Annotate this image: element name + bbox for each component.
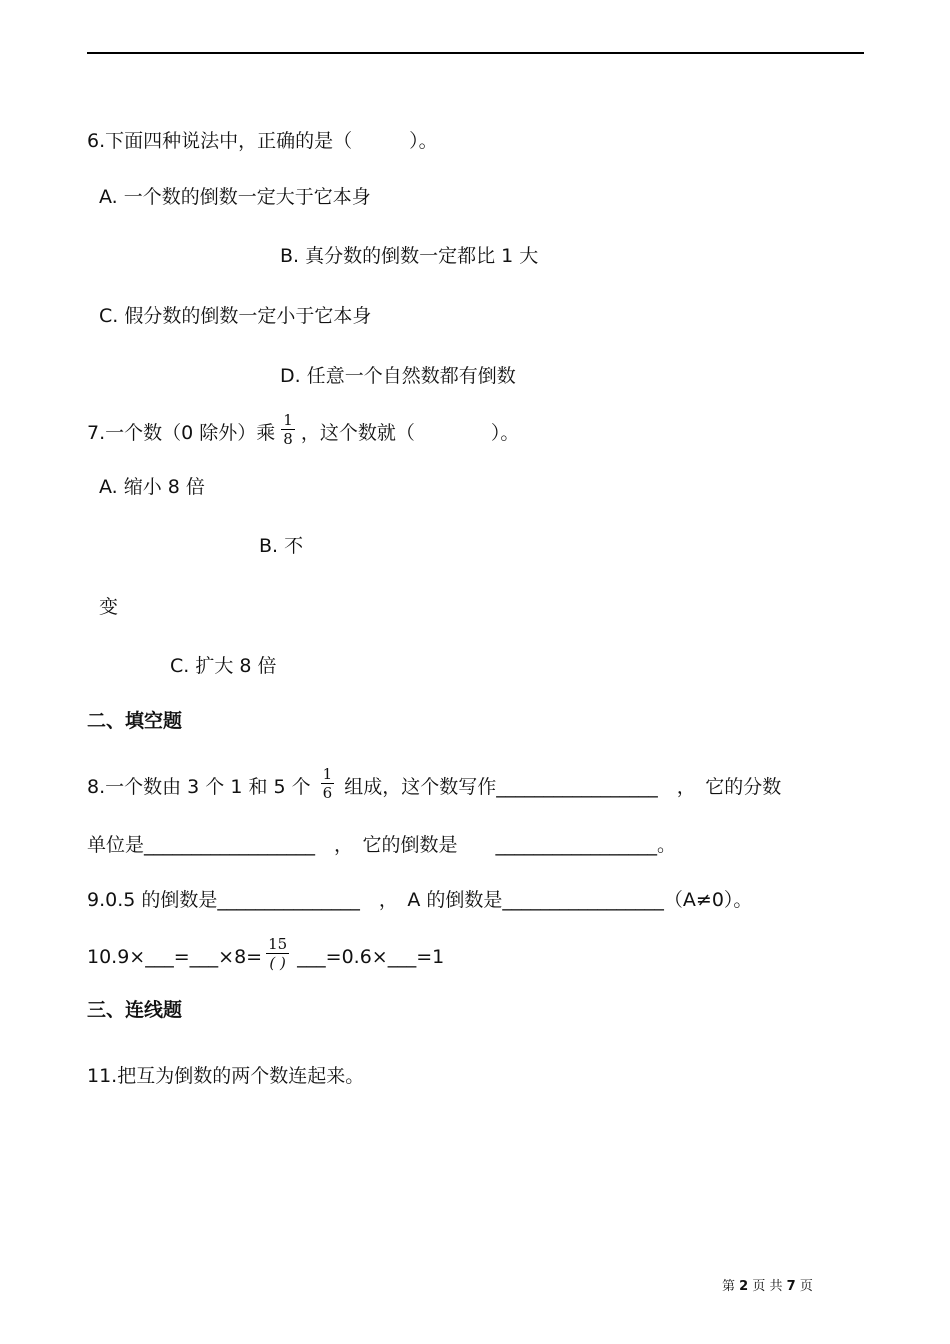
section-fill-in-heading: 二、填空题 <box>87 710 183 732</box>
q7-stem-before: 7.一个数（0 除外）乘 <box>87 422 276 444</box>
q7-option-b-wrap[interactable]: 变 <box>99 596 119 618</box>
q10-after: ___=0.6×___=1 <box>297 946 445 968</box>
page-footer <box>722 1278 813 1296</box>
q8-fraction-numerator: 1 <box>322 765 333 783</box>
q6-option-b[interactable]: B. 真分数的倒数一定都比 1 大 <box>280 245 539 267</box>
q8-fraction <box>321 765 335 802</box>
footer-page-total: 7 <box>786 1279 796 1294</box>
footer-label-2: 页 共 <box>752 1279 783 1294</box>
q7-fraction-denominator: 8 <box>283 430 293 448</box>
section-matching-heading: 三、连线题 <box>87 999 183 1021</box>
q7-option-a[interactable]: A. 缩小 8 倍 <box>99 476 205 498</box>
q10-fraction-numerator: 15 <box>268 935 288 953</box>
q7-option-b[interactable]: B. 不 <box>259 535 304 557</box>
q10-stem[interactable] <box>87 935 445 972</box>
q6-option-d[interactable]: D. 任意一个自然数都有倒数 <box>280 365 516 387</box>
q8-before: 8.一个数由 3 个 1 和 5 个 <box>87 776 311 798</box>
q7-stem <box>87 411 520 448</box>
footer-label-3: 页 <box>799 1279 813 1294</box>
q7-fraction <box>281 411 295 448</box>
q8-after[interactable]: 组成，这个数写作_________________ ， 它的分数 <box>344 776 782 798</box>
header-rule <box>87 52 864 54</box>
q8-fraction-denominator: 6 <box>322 784 333 802</box>
q6-option-a[interactable]: A. 一个数的倒数一定大于它本身 <box>99 186 371 208</box>
q10-fraction-denominator: ( ) <box>269 954 286 972</box>
q10-fraction <box>266 935 289 972</box>
q8-line2[interactable]: 单位是__________________ ， 它的倒数是 _________________。 <box>87 834 677 856</box>
q7-fraction-numerator: 1 <box>283 411 293 429</box>
q10-before: 10.9×___=___×8= <box>87 946 263 968</box>
footer-page-current: 2 <box>739 1279 749 1294</box>
footer-label-1: 第 <box>722 1279 736 1294</box>
q8-line1 <box>87 765 782 802</box>
q6-stem: 6.下面四种说法中，正确的是（ ）。 <box>87 130 438 152</box>
q7-stem-after: ，这个数就（ ）。 <box>300 422 520 444</box>
q6-option-c[interactable]: C. 假分数的倒数一定小于它本身 <box>99 305 372 327</box>
q11-stem: 11.把互为倒数的两个数连起来。 <box>87 1065 365 1087</box>
q9-stem[interactable]: 9.0.5 的倒数是_______________ ， A 的倒数是_________________（A≠0）。 <box>87 889 753 911</box>
q7-option-c[interactable]: C. 扩大 8 倍 <box>170 655 277 677</box>
